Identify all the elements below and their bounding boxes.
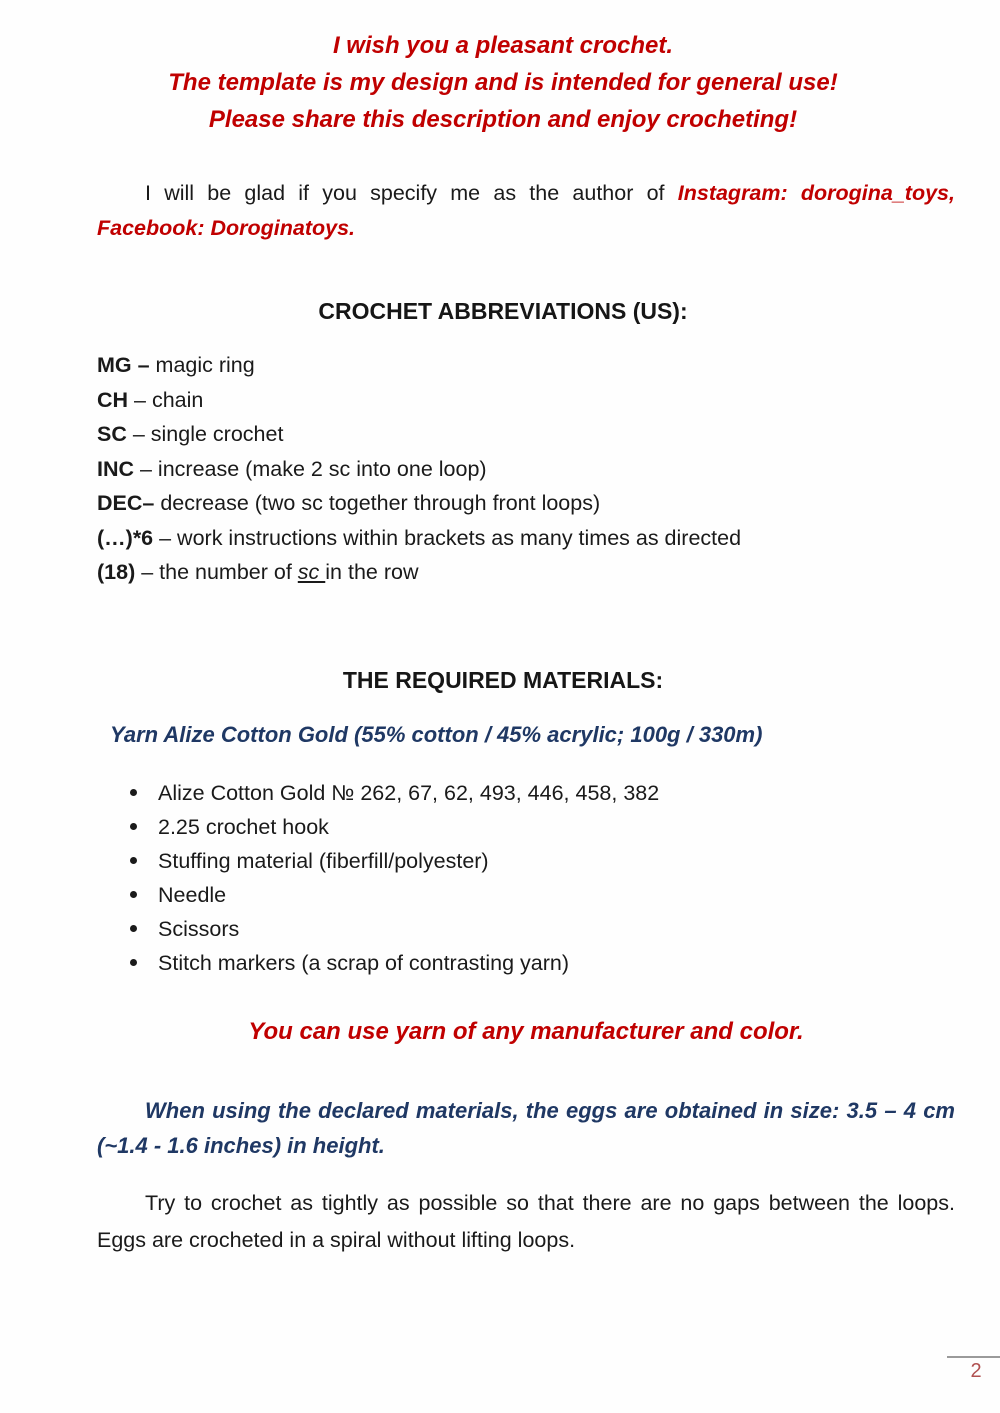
material-item: Stitch markers (a scrap of contrasting yarn): [158, 946, 955, 980]
author-credit-text: I will be glad if you specify me as the author of: [145, 181, 678, 205]
greeting-line-2: The template is my design and is intended for general use!: [168, 69, 838, 96]
greeting-line-1: I wish you a pleasant crochet.: [332, 32, 674, 59]
yarn-spec-line: Yarn Alize Cotton Gold (55% cotton / 45% acrylic; 100g / 330m): [110, 721, 763, 747]
abbreviation-term: MG –: [97, 353, 150, 377]
footer-rule: [947, 1356, 1000, 1358]
abbreviation-term: (18): [97, 560, 136, 584]
abbreviation-desc: in the row: [325, 560, 419, 584]
tension-note: Try to crochet as tightly as possible so that there are no gaps between the loops. Eggs are crocheted in a spiral without lifting loops.: [97, 1190, 955, 1252]
abbreviation-desc: magic ring: [149, 353, 255, 377]
abbreviations-list: [97, 348, 955, 590]
material-item: Alize Cotton Gold № 262, 67, 62, 493, 446, 458, 382: [158, 776, 955, 810]
abbreviation-item: [97, 555, 955, 590]
page-number: 2: [970, 1360, 982, 1382]
size-note: When using the declared materials, the eggs are obtained in size: 3.5 – 4 cm (~1.4 - 1.6 inches) in height.: [97, 1097, 955, 1158]
intro-greeting: [97, 0, 909, 138]
materials-heading: THE REQUIRED MATERIALS:: [342, 666, 664, 693]
abbreviation-desc: – single crochet: [126, 422, 284, 446]
abbreviation-desc: – work instructions within brackets as many times as directed: [153, 525, 742, 550]
abbreviation-item: [97, 521, 955, 556]
abbreviation-item: [97, 348, 955, 383]
materials-list: [97, 776, 955, 980]
abbreviation-term: CH: [97, 387, 129, 412]
abbreviation-term: INC: [97, 456, 135, 481]
material-item: Scissors: [158, 912, 955, 946]
abbreviation-item: [97, 417, 955, 452]
abbreviation-sc-em: sc: [297, 560, 326, 584]
abbreviation-item: [97, 452, 955, 487]
abbreviation-desc: – chain: [128, 387, 204, 412]
author-credit-note: [97, 176, 955, 246]
any-yarn-note: You can use yarn of any manufacturer and color.: [248, 1017, 804, 1045]
abbreviation-term: (…)*6: [97, 525, 154, 550]
greeting-line-3: Please share this description and enjoy crocheting!: [208, 106, 798, 133]
material-item: Needle: [158, 878, 955, 912]
abbreviations-heading: CROCHET ABBREVIATIONS (US):: [318, 298, 688, 324]
abbreviation-desc: – increase (make 2 sc into one loop): [134, 456, 487, 481]
abbreviation-term: SC: [97, 422, 127, 446]
abbreviation-item: [97, 383, 955, 418]
abbreviation-desc: – the number of: [135, 560, 298, 584]
material-item: 2.25 crochet hook: [158, 810, 955, 844]
abbreviation-desc: decrease (two sc together through front loops): [154, 491, 601, 515]
material-item: Stuffing material (fiberfill/polyester): [158, 844, 955, 878]
social-handles-text: Instagram: dorogina_toys, Facebook: Doroginatoys.: [97, 181, 955, 240]
abbreviation-term: DEC–: [97, 491, 155, 515]
abbreviation-item: [97, 486, 955, 521]
